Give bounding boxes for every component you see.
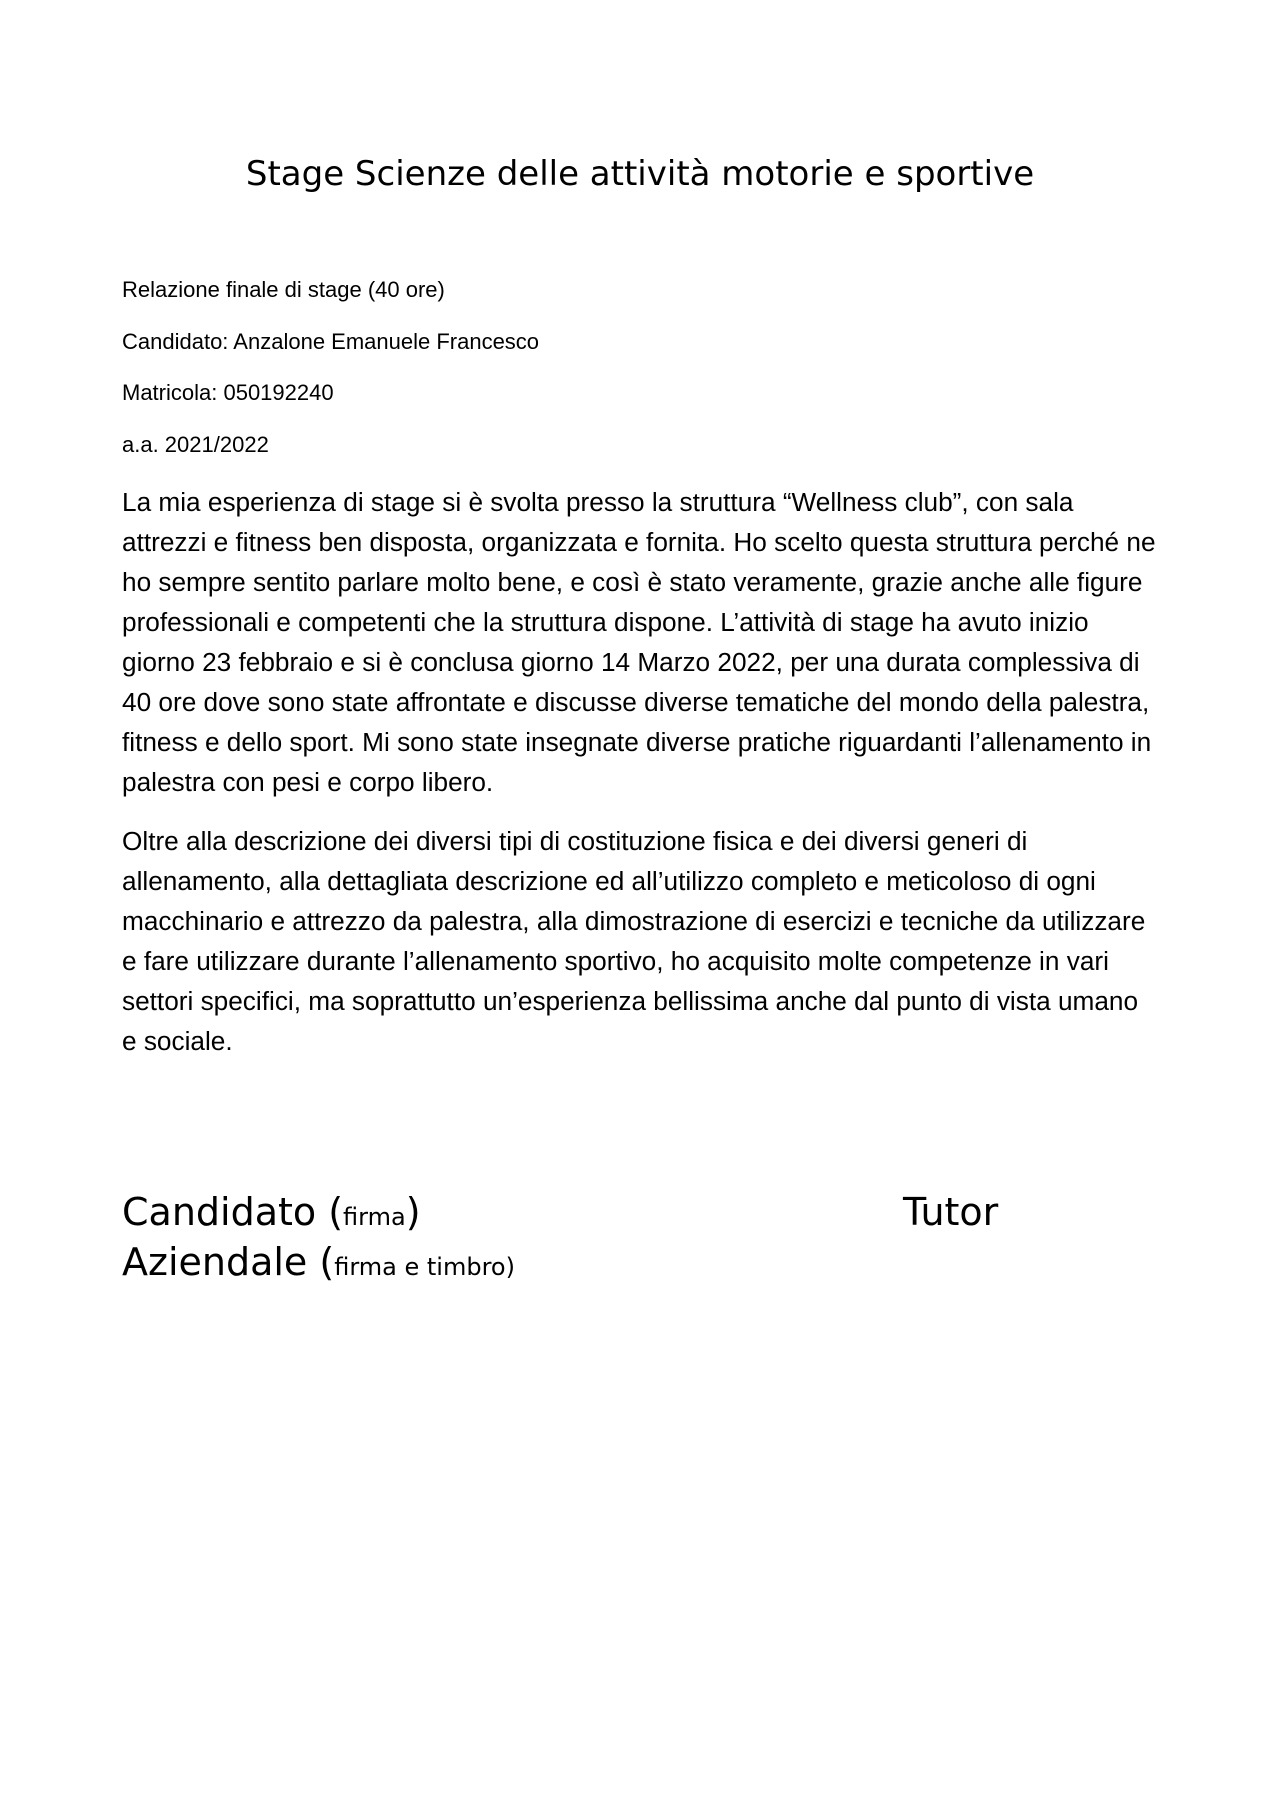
meta-candidate: Candidato: Anzalone Emanuele Francesco: [122, 328, 540, 354]
company-signature-label: Aziendale (firma e timbro): [122, 1240, 515, 1284]
meta-student-id: Matricola: 050192240: [122, 380, 334, 405]
tutor-signature-label: Tutor: [903, 1190, 999, 1234]
document-meta: [122, 276, 1162, 482]
meta-academic-year: a.a. 2021/2022: [122, 431, 269, 457]
body-paragraph-2: Oltre alla descrizione dei diversi tipi di costituzione fisica e dei diversi generi di allenamento, alla dettagliata descrizione ed all’utilizzo completo e meticoloso di ogni macchinario e attrezzo da palestra, alla dimostrazione di esercizi e tecniche da utilizzare e fare utilizzare durante l’allenamento sportivo, ho acquisito molte competenze in vari settori specifici, ma soprattutto un’esperienza bellissima anche dal punto di vista umano e sociale.: [122, 826, 1146, 1056]
document-body: [122, 482, 1158, 1080]
signature-row-2: [122, 1238, 1162, 1294]
signature-row-1: [122, 1188, 1162, 1244]
candidate-signature-label: Candidato (firma): [122, 1190, 421, 1234]
body-paragraph-1: La mia esperienza di stage si è svolta presso la struttura “Wellness club”, con sala attrezzi e fitness ben disposta, organizzata e fornita. Ho scelto questa struttura perché ne ho sempre sentito parlare molto bene, e così è stato veramente, grazie anche alle figure professionali e competenti che la struttura dispone. L’attività di stage ha avuto inizio giorno 23 febbraio e si è conclusa giorno 14 Marzo 2022, per una durata complessiva di 40 ore dove sono state affrontate e discusse diverse tematiche del mondo della palestra, fitness e dello sport. Mi sono state insegnate diverse pratiche riguardanti l’allenamento in palestra con pesi e corpo libero.: [122, 487, 1156, 797]
meta-report-type: Relazione finale di stage (40 ore): [122, 277, 445, 302]
document-title: Stage Scienze delle attività motorie e sportive: [245, 154, 1035, 194]
